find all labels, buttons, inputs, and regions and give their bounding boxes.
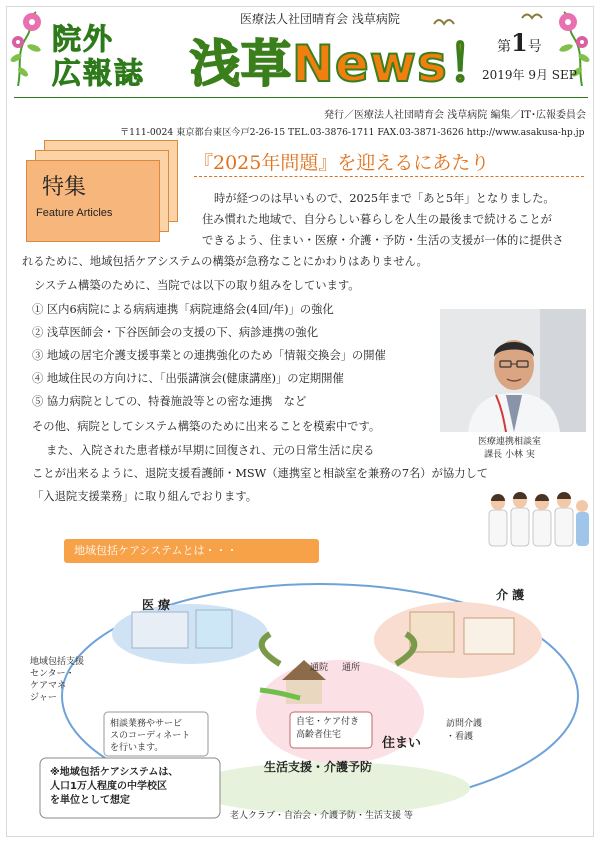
- newsletter-title: 浅草News！: [190, 35, 499, 93]
- support-center-line: 地域包括支援: [30, 657, 85, 667]
- photo-caption-name: 課長 小林 実: [484, 450, 535, 460]
- paragraph-4-line-3: 「入退院支援業務」に取り組んでおります。: [32, 490, 258, 503]
- feature-label-english: Feature Articles: [36, 207, 113, 219]
- masthead-line-1: 院外: [52, 22, 115, 56]
- diagram-label-commute-hospital: 通院: [310, 663, 329, 673]
- diagram-label-support-center: [30, 656, 84, 704]
- support-center-line: センター・: [30, 669, 75, 679]
- list-item: ② 浅草医師会・下谷医師会の支援の下、病診連携の強化: [32, 326, 319, 339]
- diagram-label-care: 介 護: [496, 588, 525, 602]
- home-line: 高齢者住宅: [296, 730, 342, 740]
- support-center-line: ジャー: [30, 693, 57, 703]
- coordinate-line: スのコーディネート: [110, 731, 191, 741]
- paragraph-4-line-1: また、入院された患者様が早期に回復され、元の日常生活に戻る: [46, 444, 375, 457]
- diagram-label-life-support: 生活支援・介護予防: [264, 760, 373, 774]
- morning-glory-left-icon: [8, 8, 54, 86]
- header-divider: [14, 97, 588, 98]
- portrait-illustration: [440, 309, 586, 432]
- headline-underline: [194, 176, 584, 177]
- paragraph-1-line-2: 住み慣れた地域で、自分らしい暮らしを人生の最後まで続けることが: [202, 213, 552, 226]
- paragraph-4-line-2: ことが出来るように、退院支援看護師・MSW（連携室と相談室を兼務の7名）が協力して: [32, 467, 489, 480]
- address-line: 〒111-0024 東京都台東区今戸2-26-15 TEL.03-3876-1711 FAX.03-3871-3626 http://www.asakusa-hp.jp: [120, 127, 585, 138]
- note-line: ※地域包括ケアシステムは、: [50, 767, 179, 778]
- diagram-label-medical: 医 療: [142, 598, 171, 612]
- diagram-label-clubs: 老人クラブ・自治会・介護予防・生活支援 等: [230, 811, 413, 821]
- organization-name: 医療法人社団晴育会 浅草病院: [240, 12, 400, 26]
- issue-prefix: 第: [497, 39, 511, 55]
- feature-label: 特集: [42, 175, 87, 200]
- note-line: 人口1万人程度の中学校区: [50, 781, 167, 792]
- staff-illustration: [485, 490, 591, 550]
- paragraph-1-line-4: れるために、地域包括ケアシステムの構築が急務なことにかわりはありません。: [22, 255, 428, 268]
- note-line: を単位として想定: [50, 795, 130, 806]
- publisher-line: 発行／医療法人社団晴育会 浅草病院 編集／IT･広報委員会: [324, 110, 586, 121]
- issue-number-value: 1: [511, 28, 528, 57]
- visiting-care-line: 訪問介護: [446, 719, 483, 729]
- visiting-care-line: ・看護: [446, 732, 474, 742]
- diagram-label-commute-daycare: 通所: [342, 663, 361, 673]
- list-item: ④ 地域住民の方向けに、「出張講演会(健康講座)」の定期開催: [32, 372, 344, 385]
- photo-caption: [478, 436, 541, 462]
- paragraph-3: その他、病院としてシステム構築のために出来ることを模索中です。: [32, 420, 381, 433]
- diagram-label-residence: 住まい: [382, 736, 422, 751]
- community-care-diagram: [20, 572, 588, 836]
- diagram-label-visiting-care: [446, 718, 482, 744]
- coordinate-line: を行います。: [110, 743, 164, 753]
- portrait-photo: [440, 309, 586, 432]
- diagram-label-home: [296, 716, 359, 742]
- masthead-left-label: [52, 22, 170, 90]
- paragraph-1-line-3: できるよう、住まい・医療・介護・予防・生活の支援が一体的に提供さ: [202, 234, 564, 247]
- diagram-label-coordinate: [110, 718, 190, 754]
- paragraph-1-line-1: 時が経つのは早いもので、2025年まで「あと5年」となりました。: [214, 192, 555, 205]
- care-system-title: 地域包括ケアシステムとは・・・: [64, 539, 319, 563]
- diagram-note: [50, 766, 178, 808]
- list-item: ① 区内6病院による病病連携「病院連絡会(4回/年)」の強化: [32, 303, 334, 316]
- support-center-line: ケアマネ: [30, 681, 67, 691]
- coordinate-line: 相談業務やサービ: [110, 719, 183, 729]
- list-item: ③ 地域の居宅介護支援事業との連携強化のため「情報交換会」の開催: [32, 349, 386, 362]
- paragraph-2: システム構築のために、当院では以下の取り組みをしています。: [34, 279, 360, 292]
- masthead-line-2: 広報誌: [52, 56, 146, 90]
- issue-suffix: 号: [527, 39, 542, 55]
- home-line: 自宅・ケア付き: [296, 717, 360, 727]
- article-headline: 『2025年問題』を迎えるにあたり: [194, 152, 490, 174]
- issue-date: 2019年 9月 SEP: [482, 68, 577, 82]
- issue-number: [497, 28, 542, 57]
- photo-caption-department: 医療連携相談室: [478, 437, 542, 447]
- list-item: ⑤ 協力病院としての、特養施設等との密な連携 など: [32, 395, 307, 408]
